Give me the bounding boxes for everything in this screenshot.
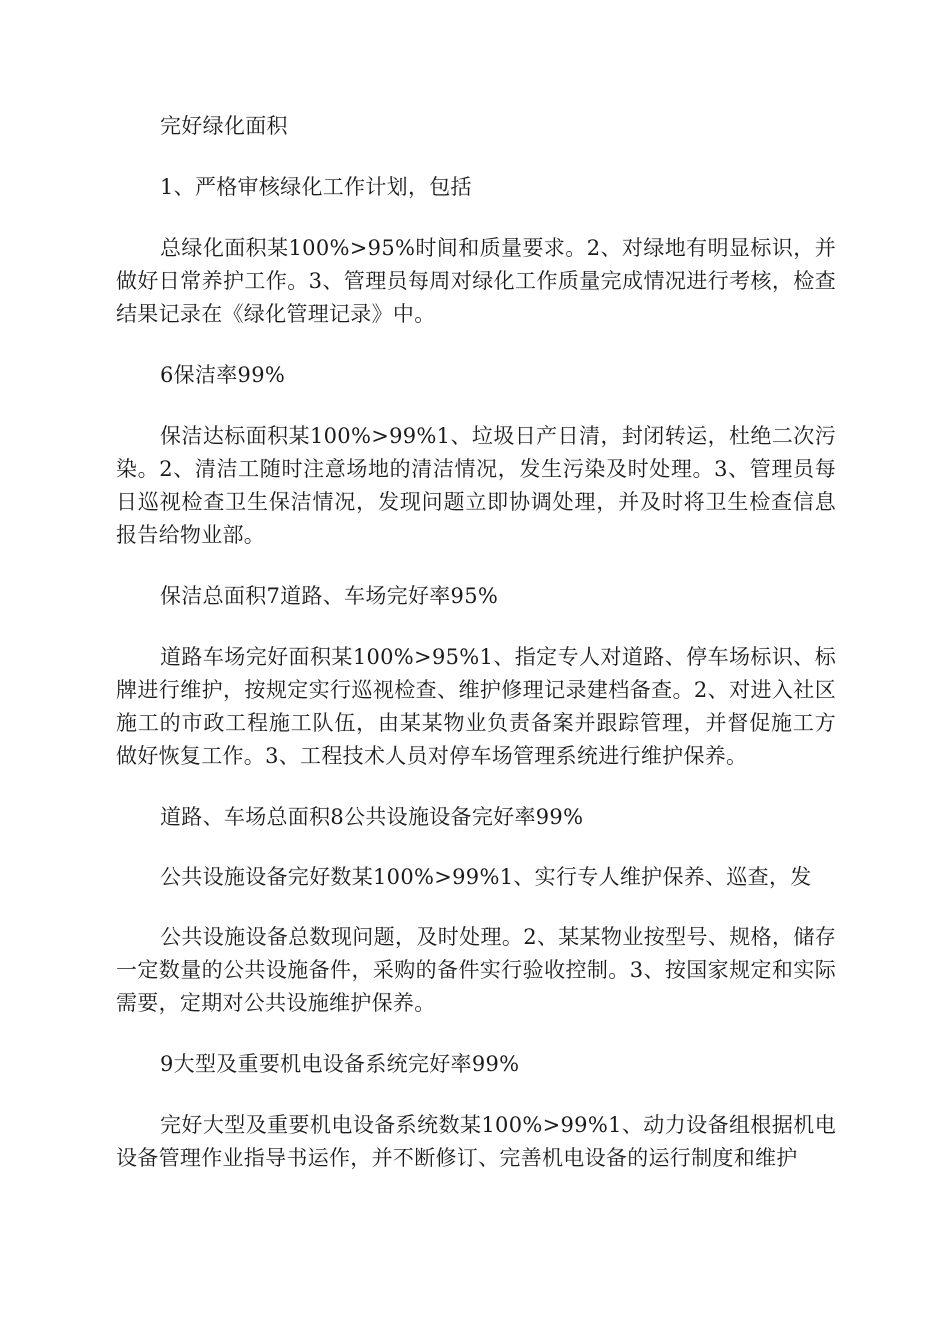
paragraph-heading-greening-area: 完好绿化面积 — [160, 114, 288, 138]
paragraph-heading-facility-rate: 道路、车场总面积8公共设施设备完好率99% — [160, 805, 584, 829]
paragraph-cleaning-details: 保洁达标面积某100%>99%1、垃圾日产日清，封闭转运，杜绝二次污染。2、清洁工随时注意场地的清洁情况，发生污染及时处理。3、管理员每日巡视检查卫生保洁情况，发现问题立即协调处理，并及时将卫生检查信息报告给物业部。 — [116, 424, 836, 547]
paragraph-greening-plan: 1、严格审核绿化工作计划，包括 — [160, 175, 472, 199]
document-body — [116, 110, 836, 1175]
paragraph-heading-road-rate: 保洁总面积7道路、车场完好率95% — [160, 584, 499, 608]
paragraph-equipment-details: 完好大型及重要机电设备系统数某100%>99%1、动力设备组根据机电设备管理作业指导书运作，并不断修订、完善机电设备的运行制度和维护 — [116, 1113, 836, 1170]
paragraph-heading-equipment-rate: 9大型及重要机电设备系统完好率99% — [160, 1052, 520, 1076]
paragraph-facility-maintenance: 公共设施设备完好数某100%>99%1、实行专人维护保养、巡查，发 — [160, 865, 812, 889]
paragraph-facility-details: 公共设施设备总数现问题，及时处理。2、某某物业按型号、规格，储存一定数量的公共设施备件，采购的备件实行验收控制。3、按国家规定和实际需要，定期对公共设施维护保养。 — [116, 925, 836, 1015]
paragraph-greening-details: 总绿化面积某100%>95%时间和质量要求。2、对绿地有明显标识，并做好日常养护工作。3、管理员每周对绿化工作质量完成情况进行考核，检查结果记录在《绿化管理记录》中。 — [116, 236, 836, 326]
paragraph-road-details: 道路车场完好面积某100%>95%1、指定专人对道路、停车场标识、标牌进行维护，按规定实行巡视检查、维护修理记录建档备查。2、对进入社区施工的市政工程施工队伍，由某某物业负责备案并跟踪管理，并督促施工方做好恢复工作。3、工程技术人员对停车场管理系统进行维护保养。 — [116, 645, 836, 768]
paragraph-heading-cleaning-rate: 6保洁率99% — [160, 363, 286, 387]
